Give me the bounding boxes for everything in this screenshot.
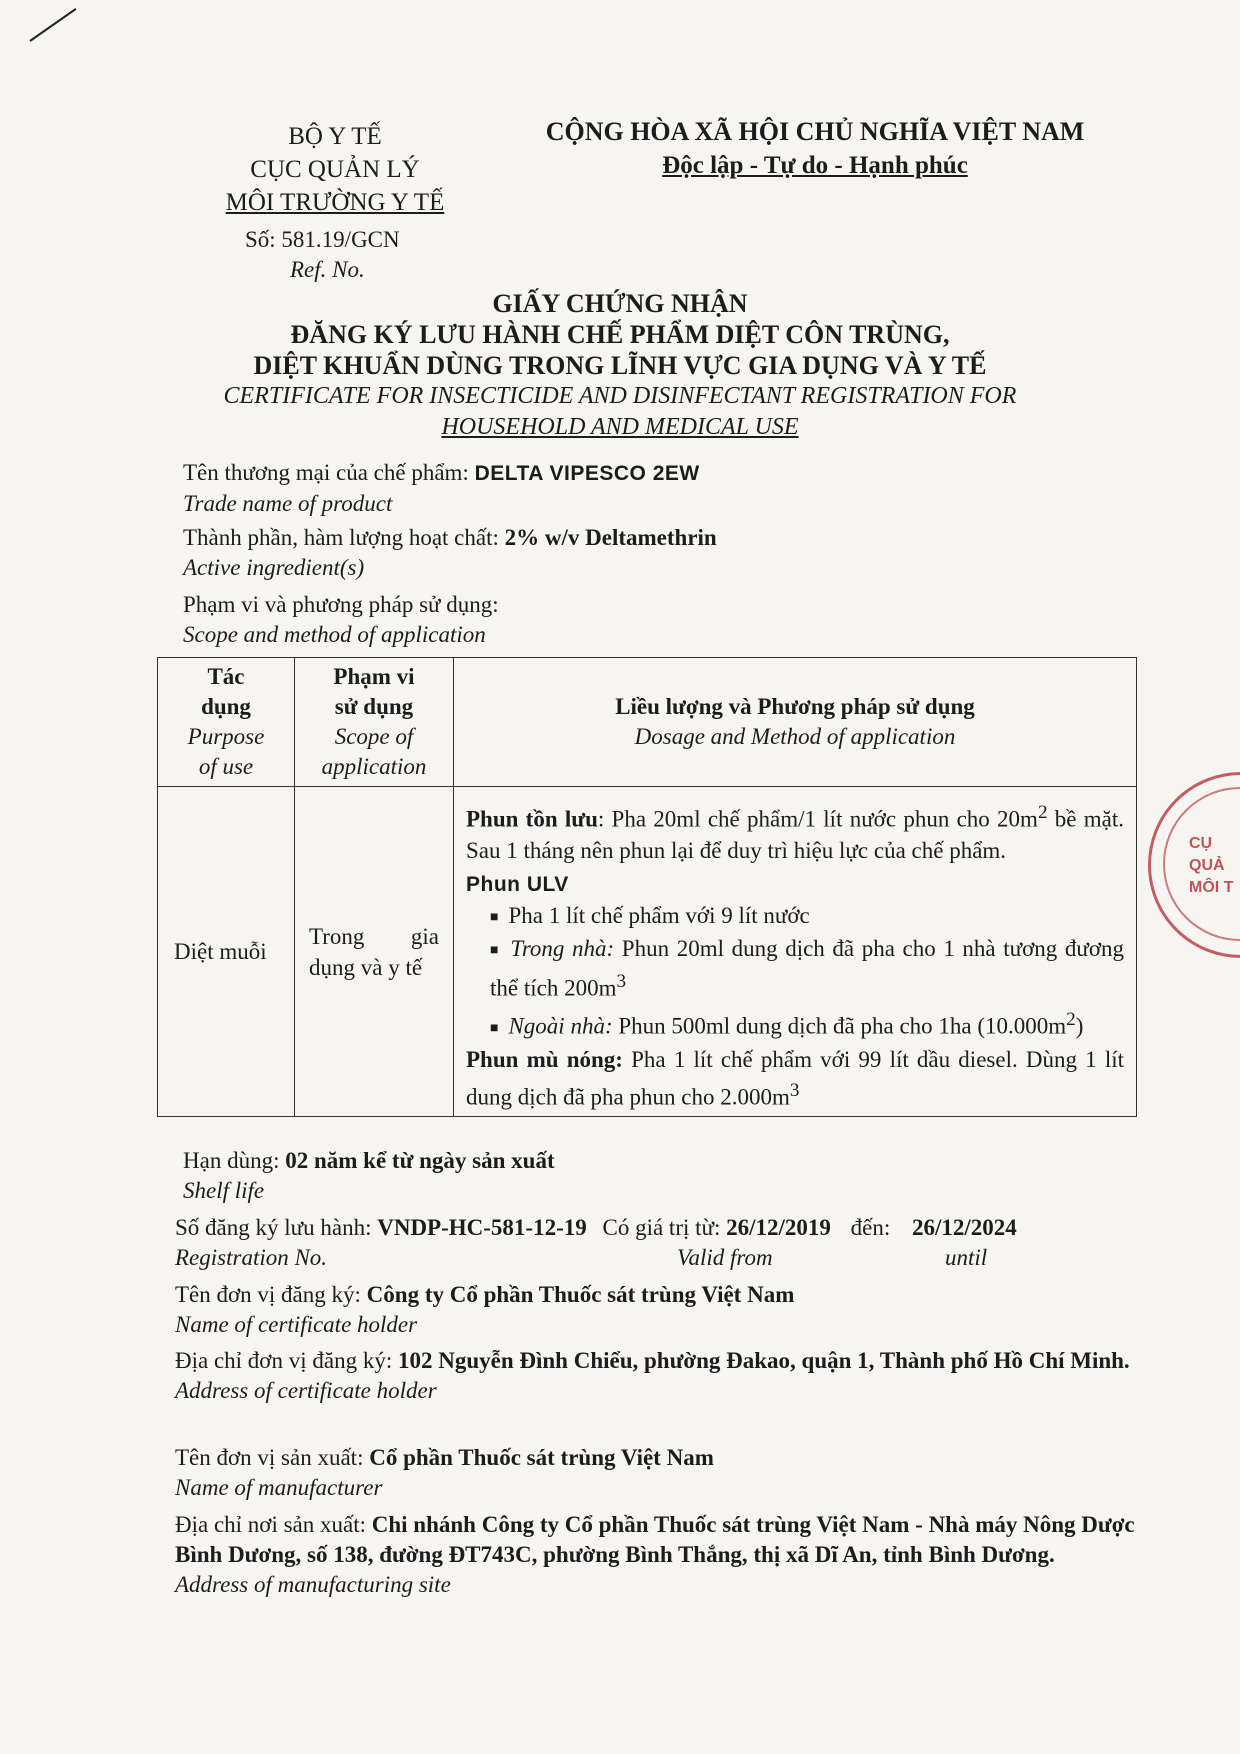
- holder-address-label: Địa chỉ đơn vị đăng ký:: [175, 1348, 393, 1373]
- ulv-outdoor-sup: 2: [1066, 1008, 1076, 1030]
- manufacturer-value: Cổ phần Thuốc sát trùng Việt Nam: [369, 1445, 714, 1470]
- header-scope: [295, 658, 454, 787]
- title-en-line-2: HOUSEHOLD AND MEDICAL USE: [441, 414, 799, 440]
- title-en-line-1: CERTIFICATE FOR INSECTICIDE AND DISINFECTANT REGISTRATION FOR: [223, 383, 1017, 409]
- valid-until-en: until: [945, 1245, 988, 1270]
- title-line-2: ĐĂNG KÝ LƯU HÀNH CHẾ PHẨM DIỆT CÔN TRÙNG,: [290, 320, 950, 349]
- site-label: Địa chỉ nơi sản xuất:: [175, 1512, 367, 1537]
- certificate-title: [150, 288, 1090, 443]
- header-purpose-vi-1: Tác: [207, 664, 245, 689]
- seal-line-3: MÔI T: [1189, 879, 1234, 896]
- scope-label: Phạm vi và phương pháp sử dụng:: [183, 592, 499, 617]
- ulv-indoor-sup: 3: [616, 971, 627, 993]
- holder-label: Tên đơn vị đăng ký:: [175, 1282, 361, 1307]
- ref-number-label-en: Ref. No.: [290, 257, 365, 282]
- republic-name: CỘNG HÒA XÃ HỘI CHỦ NGHĨA VIỆT NAM: [545, 117, 1085, 146]
- header-dosage: [454, 658, 1137, 787]
- ingredient-value: 2% w/v Deltamethrin: [504, 525, 717, 550]
- registration-en: Registration No.: [175, 1245, 328, 1270]
- agency-line-environment: MÔI TRƯỜNG Y TẾ: [225, 189, 445, 216]
- trade-name-value: DELTA VIPESCO 2EW: [474, 462, 700, 485]
- ulv-bullet-mix: [466, 900, 1124, 933]
- valid-until-label: đến:: [850, 1215, 891, 1240]
- residual-sup: 2: [1037, 802, 1048, 823]
- shelf-life-en: Shelf life: [183, 1178, 265, 1203]
- reference-number: [245, 225, 400, 285]
- bullet-icon: ■: [490, 909, 499, 925]
- residual-spray-detail: : Pha 20ml chế phẩm/1 lít nước phun cho 20m: [597, 806, 1038, 832]
- thermal-fog-sup: 3: [789, 1079, 800, 1101]
- residual-spray-tail: bề mặt. Sau 1 tháng nên phun lại để duy trì hiệu lực của chế phẩm.: [466, 806, 1125, 863]
- thermal-fog-detail: Pha 1 lít chế phẩm với 99 lít dầu diesel. Dùng 1 lít dung dịch đã pha phun cho 2.000m: [466, 1046, 1124, 1110]
- thermal-fog-text: [466, 1044, 1124, 1113]
- ref-number-value: Số: 581.19/GCN: [245, 227, 400, 252]
- header-scope-vi-2: sử dụng: [334, 694, 414, 719]
- header-scope-en-1: Scope of: [334, 724, 414, 749]
- header-purpose-en-2: of use: [198, 754, 254, 779]
- manufacturer-label: Tên đơn vị sản xuất:: [175, 1445, 364, 1470]
- ingredient-field: [183, 523, 1143, 583]
- national-heading: [520, 115, 1110, 183]
- scope-field: [183, 590, 1143, 650]
- table-row: [158, 787, 1137, 1117]
- ulv-indoor-label: Trong nhà:: [510, 935, 615, 961]
- shelf-life-field: [183, 1146, 1143, 1206]
- trade-name-en: Trade name of product: [183, 491, 393, 516]
- ingredient-label: Thành phần, hàm lượng hoạt chất:: [183, 525, 499, 550]
- manufacturer-field: [175, 1443, 1135, 1503]
- residual-spray-label: Phun tồn lưu: [466, 806, 598, 832]
- valid-until-value: 26/12/2024: [912, 1215, 1017, 1240]
- seal-line-1: CỤ: [1189, 835, 1213, 852]
- header-dosage-en: Dosage and Method of application: [634, 724, 956, 749]
- bullet-icon: ■: [490, 943, 501, 959]
- seal-text: [1189, 833, 1233, 899]
- manufacturer-en: Name of manufacturer: [175, 1475, 383, 1500]
- trade-name-label: Tên thương mại của chế phẩm:: [183, 460, 469, 485]
- ingredient-en: Active ingredient(s): [183, 555, 365, 580]
- ulv-bullet-indoor: [466, 933, 1124, 1004]
- thermal-fog-label: Phun mù nóng:: [466, 1046, 623, 1072]
- ulv-outdoor-close: ): [1075, 1013, 1084, 1039]
- ulv-bullet-mix-text: Pha 1 lít chế phẩm với 9 lít nước: [508, 902, 810, 928]
- issuing-agency: [200, 120, 470, 219]
- cell-scope: Trong gia dụng và y tế: [295, 787, 454, 1117]
- pen-mark: [29, 8, 76, 42]
- header-dosage-vi: Liều lượng và Phương pháp sử dụng: [615, 694, 975, 719]
- shelf-life-value: 02 năm kể từ ngày sản xuất: [285, 1148, 555, 1173]
- scope-en: Scope and method of application: [183, 622, 486, 647]
- holder-address-en: Address of certificate holder: [175, 1378, 437, 1403]
- trade-name-field: [183, 458, 1143, 519]
- seal-line-2: QUẢ: [1189, 857, 1225, 874]
- registration-field: [175, 1213, 1135, 1273]
- valid-from-value: 26/12/2019: [726, 1215, 831, 1240]
- valid-from-en: Valid from: [677, 1245, 773, 1270]
- ulv-outdoor-text: Phun 500ml dung dịch đã pha cho 1ha (10.000m: [612, 1013, 1067, 1039]
- registration-value: VNDP-HC-581-12-19: [377, 1215, 587, 1240]
- ulv-heading: [466, 868, 1124, 900]
- residual-spray-text: [466, 797, 1124, 866]
- header-purpose-vi-2: dụng: [201, 694, 251, 719]
- site-en: Address of manufacturing site: [175, 1572, 451, 1597]
- dosage-table: [157, 657, 1137, 1117]
- valid-from-label: Có giá trị từ:: [602, 1215, 721, 1240]
- holder-field: [175, 1280, 1135, 1340]
- header-scope-en-2: application: [321, 754, 427, 779]
- registration-label: Số đăng ký lưu hành:: [175, 1215, 372, 1240]
- holder-value: Công ty Cổ phần Thuốc sát trùng Việt Nam: [366, 1282, 795, 1307]
- holder-address-field: [175, 1346, 1135, 1406]
- ulv-indoor-text: Phun 20ml dung dịch đã pha cho 1 nhà tương đương thể tích 200m: [490, 935, 1124, 1001]
- table-header-row: [158, 658, 1137, 787]
- header-purpose: [158, 658, 295, 787]
- site-value: Chi nhánh Công ty Cổ phần Thuốc sát trùng Việt Nam - Nhà máy Nông Dược Bình Dương, số 138, đường ĐT743C, phường Bình Thắng, thị xã Dĩ An, tỉnh Bình Dương.: [175, 1512, 1135, 1567]
- title-line-1: GIẤY CHỨNG NHẬN: [492, 289, 748, 318]
- ulv-outdoor-label: Ngoài nhà:: [508, 1013, 613, 1039]
- shelf-life-label: Hạn dùng:: [183, 1148, 280, 1173]
- header-purpose-en-1: Purpose: [187, 724, 265, 749]
- bullet-icon: ■: [490, 1020, 499, 1036]
- cell-dosage: [454, 787, 1137, 1117]
- ulv-bullet-outdoor: [466, 1004, 1124, 1044]
- official-seal: [1148, 772, 1240, 958]
- title-line-3: DIỆT KHUẨN DÙNG TRONG LĨNH VỰC GIA DỤNG VÀ Y TẾ: [253, 351, 987, 380]
- holder-address-value: 102 Nguyễn Đình Chiểu, phường Đakao, quận 1, Thành phố Hồ Chí Minh.: [397, 1348, 1130, 1373]
- cell-purpose: Diệt muỗi: [158, 787, 295, 1117]
- ulv-label: Phun ULV: [466, 872, 569, 896]
- header-scope-vi-1: Phạm vi: [333, 664, 415, 689]
- national-motto: Độc lập - Tự do - Hạnh phúc: [662, 152, 968, 179]
- agency-line-department: CỤC QUẢN LÝ: [250, 156, 420, 183]
- manufacturing-site-field: [175, 1510, 1135, 1600]
- agency-line-ministry: BỘ Y TẾ: [288, 123, 382, 150]
- holder-en: Name of certificate holder: [175, 1312, 418, 1337]
